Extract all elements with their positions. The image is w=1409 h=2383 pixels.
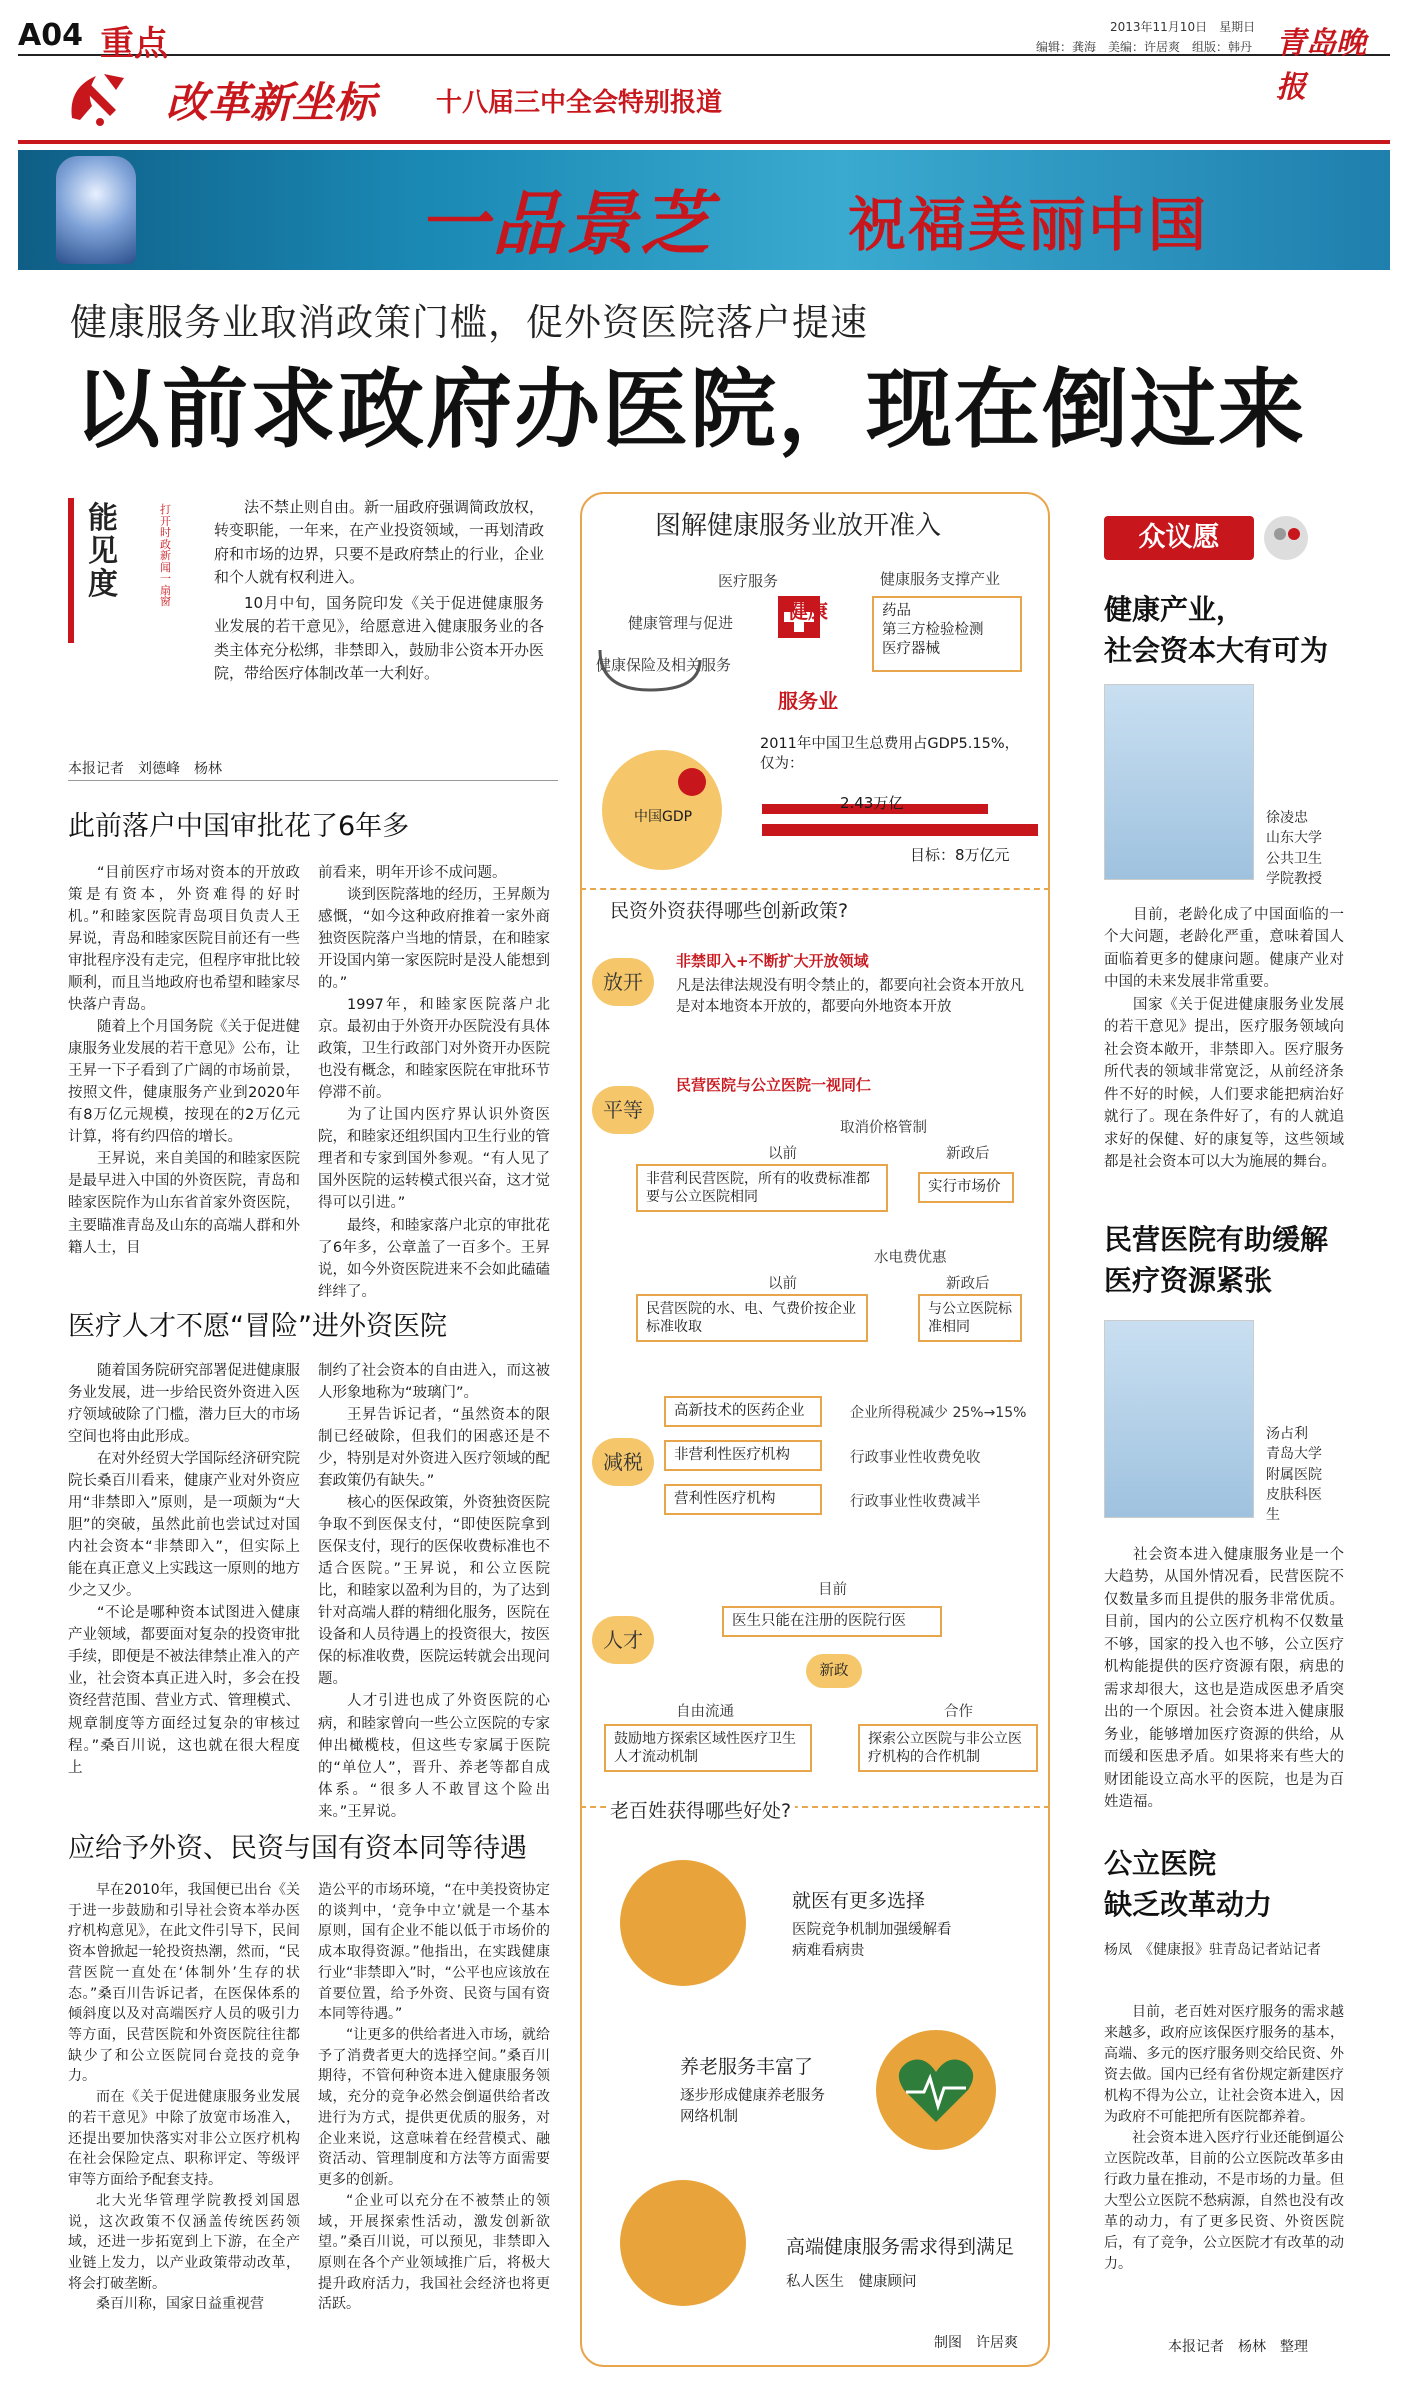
benefit-question: 老百姓获得哪些好处? — [606, 1796, 795, 1823]
policy-tag: 非禁即入+不断扩大开放领域 — [676, 952, 869, 970]
new-policy-badge: 新政 — [806, 1654, 862, 1688]
divider — [580, 888, 1050, 890]
banner-title: 改革新坐标 — [166, 78, 377, 127]
issue-date: 2013年11月10日 星期日 — [1110, 20, 1256, 34]
paragraph: 王昇说，来自美国的和睦家医院是最早进入中国的外资医院，青岛和睦家医院作为山东省首家外资医院，主要瞄准青岛及山东的高端人群和外籍人士，目 — [68, 1151, 300, 1256]
article-column — [318, 1360, 550, 1823]
section-heading: 此前落户中国审批花了6年多 — [68, 811, 410, 842]
policy-label: 平等 — [592, 1086, 654, 1134]
policy-tax-badge — [592, 1438, 656, 1486]
lead-paragraph: 10月中旬，国务院印发《关于促进健康服务业发展的若干意见》，给愿意进入健康服务业的各类主体充分松绑，非禁即入，鼓励非公资本开办医院，带给医疗体制改革一大利好。 — [214, 594, 545, 682]
paragraph: 随着国务院研究部署促进健康服务业发展，进一步给民资外资进入医疗领域破除了门槛，潜力巨大的市场空间也将由此形成。 — [68, 1363, 300, 1446]
center-tag: 健康 服务业 — [778, 599, 838, 713]
article-headline: 以前求政府办医院，现在倒过来 — [74, 360, 1306, 460]
industry-item: 健康管理与促进 — [628, 614, 734, 632]
gdp-label: 中国GDP — [634, 809, 693, 825]
policy-label: 减税 — [592, 1438, 654, 1486]
paragraph: “目前医疗市场对资本的开放政策是有资本，外资难得的好时机。”和睦家医院青岛项目负责人王昇说，青岛和睦家医院目前还有一些审批程序没有走完，但程序审批比较顺利，而且当地政府也希望和睦家尽快落户青岛。 — [68, 865, 300, 1014]
subtopic-heading: 水电费优惠 — [874, 1250, 947, 1266]
target-bar — [762, 824, 1038, 836]
paragraph: “不论是哪种资本试图进入健康产业领域，都要面对复杂的投资审批手续，即便是不被法律禁止准入的产业，社会资本真正进入时，多会在投资经营范围、营业方式、管理模式、规章制度等方面经过复杂的审核过程。”桑百川说，这也就在很大程度上 — [68, 1605, 300, 1776]
article-column — [68, 1360, 300, 1779]
support-box — [872, 596, 1022, 672]
stethoscope-icon — [590, 640, 720, 700]
tax-benefit: 行政事业性收费减半 — [850, 1494, 981, 1510]
divider — [68, 780, 558, 781]
policy-label: 人才 — [592, 1616, 654, 1664]
infographic-title: 图解健康服务业放开准入 — [655, 511, 942, 541]
tax-benefit: 企业所得税减少 25%→15% — [850, 1405, 1027, 1421]
paragraph: 人才引进也成了外资医院的心病，和睦家曾向一些公立医院的专家伸出橄榄枝，但这些专家属于医院的“单位人”，晋升、养老等都自成体系。“很多人不敢冒这个险出来。”王昇说。 — [318, 1693, 550, 1820]
policy-open-badge — [592, 958, 656, 1006]
article-byline: 本报记者 刘德峰 杨林 — [68, 761, 222, 777]
free-box: 鼓励地方探索区域性医疗卫生人才流动机制 — [604, 1724, 812, 1772]
column-slogan: 打开时政新闻一扇窗 — [160, 503, 171, 609]
advertisement-banner — [18, 150, 1390, 270]
doctor-icon — [620, 1860, 746, 1986]
opinion-text — [1104, 904, 1344, 1174]
industry-item: 医疗服务 — [718, 572, 779, 590]
coop-label: 合作 — [944, 1704, 973, 1720]
paragraph: 为了让国内医疗界认识外资医院，和睦家还组织国内卫生行业的管理者和专家到国外参观。“有人见了国外医院的运转模式很兴奋，这才觉得可以引进。” — [318, 1107, 550, 1212]
paragraph: 在对外经贸大学国际经济研究院院长桑百川看来，健康产业对外资应用“非禁即入”原则，是一项颇为“大胆”的突破，虽然此前也尝试过对国内社会资本“非禁即入”，但实际上能在真正意义上实践这一原则的地方少之又少。 — [68, 1451, 300, 1600]
subtopic-heading: 取消价格管制 — [840, 1120, 927, 1136]
spending-title: 2011年中国卫生总费用占GDP5.15%，仅为： — [760, 736, 1020, 773]
newspaper-logo: 青岛晚报 — [1276, 26, 1366, 105]
opinion-title: 健康产业， 社会资本大有可为 — [1104, 593, 1329, 667]
opinion-text — [1104, 2002, 1344, 2275]
article-column — [68, 1880, 300, 2315]
paragraph: 1997年，和睦家医院落户北京。最初由于外资开办医院没有具体政策，卫生行政部门对外资开办医院也没有概念，和睦家医院在审批环节停滞不前。 — [318, 997, 550, 1102]
benefit-text: 医院竞争机制加强缓解看病难看病贵 — [792, 1922, 952, 1960]
heart-icon — [876, 2030, 996, 2150]
ad-brand: 一品景芝 — [418, 182, 714, 265]
tax-entity: 非营利性医疗机构 — [664, 1440, 822, 1471]
target-label: 目标：8万亿元 — [910, 846, 1010, 864]
opinion-title: 公立医院 缺乏改革动力 — [1104, 1847, 1273, 1921]
section-name: 重点 — [100, 24, 168, 64]
before-label: 以前 — [768, 1146, 797, 1162]
policy-equal-badge — [592, 1086, 656, 1134]
after-box: 与公立医院标准相同 — [918, 1294, 1022, 1342]
column-logo — [68, 498, 218, 643]
support-title: 健康服务支撑产业 — [880, 570, 1001, 588]
paragraph: 社会资本进入健康服务业是一个大趋势，从国外情况看，民营医院不仅数量多而且提供的服务非常优质。目前，国内的公立医疗机构不仅数量不够，国家的投入也不够，公立医疗机构能提供的医疗资源有限，病患的需求却很大，这也是造成医患矛盾突出的一个原因。社会资本进入健康服务业，能够增加医疗资源的供给，从而缓和医患矛盾。如果将来有些大的财团能设立高水平的医院，也是为百姓造福。 — [1104, 1547, 1344, 1811]
banner-subtitle: 十八届三中全会特别报道 — [436, 88, 723, 118]
opinion-title: 民营医院有助缓解 医疗资源紧张 — [1104, 1223, 1329, 1297]
opinion-badge: 众议愿 — [1104, 516, 1254, 560]
benefit-text: 逐步形成健康养老服务网络机制 — [680, 2088, 825, 2126]
article-column — [318, 1880, 550, 2315]
lead-paragraph: 法不禁止则自由。新一届政府强调简政放权，转变职能，一年来，在产业投资领域，一再划清政府和市场的边界，只要不是政府禁止的行业，企业和个人就有权利进入。 — [214, 498, 545, 586]
page-number: A04 — [18, 18, 83, 53]
before-label: 以前 — [768, 1276, 797, 1292]
after-label: 新政后 — [946, 1276, 990, 1292]
section-heading: 应给予外资、民资与国有资本同等待遇 — [68, 1833, 527, 1864]
tax-benefit: 行政事业性收费免收 — [850, 1450, 981, 1466]
paragraph: 早在2010年，我国便已出台《关于进一步鼓励和引导社会资本举办医疗机构意见》，在此文件引导下，民间资本曾掀起一轮投资热潮，然而，“民营医院一直处在‘体制外’生存的状态。”桑百川告诉记者，在医保体系的倾斜度以及对高端医疗人员的吸引力等方面，民营医院和外资医院往往都缺少了和公立医院同台竞技的竞争力。 — [68, 1882, 300, 2085]
free-label: 自由流通 — [676, 1704, 734, 1720]
before-box: 民营医院的水、电、气费价按企业标准收取 — [636, 1294, 868, 1342]
paragraph: 目前，老百姓对医疗服务的需求越来越多，政府应该保医疗服务的基本，高端、多元的医疗服务则交给民资、外资去做。国内已经有省份规定新建医疗机构不得为公立，让社会资本进入，因为政府不可能把所有医院都养着。 — [1104, 2004, 1344, 2125]
paragraph: 北大光华管理学院教授刘国恩说，这次政策不仅涵盖传统医药领域，还进一步拓宽到上下游，在全产业链上发力，以产业政策带动改革，将会打破垄断。 — [68, 2192, 300, 2292]
paragraph: 前看来，明年开诊不成问题。 — [318, 865, 507, 881]
tax-entity: 高新技术的医药企业 — [664, 1396, 822, 1427]
paragraph: 制约了社会资本的自由进入，而这被人形象地称为“玻璃门”。 — [318, 1363, 550, 1402]
editor-credits: 编辑：龚海 美编：许居爽 组版：韩丹 — [1036, 40, 1253, 54]
after-box: 实行市场价 — [918, 1172, 1014, 1203]
policy-tag: 民营医院与公立医院一视同仁 — [676, 1076, 872, 1094]
policy-talent-badge — [592, 1616, 656, 1664]
after-label: 新政后 — [946, 1146, 990, 1162]
support-item: 药品 — [882, 603, 911, 619]
paragraph: “让更多的供给者进入市场，就给予了消费者更大的选择空间。”桑百川期待，不管何种资本进入健康服务领域，充分的竞争必然会倒逼供给者改进行为方式，提供更优质的服务，对企业来说，这意味着在经营模式、融资活动、管理制度和方法等方面需要更多的创新。 — [318, 2027, 550, 2189]
article-column — [318, 862, 550, 1303]
industry-item: 健康保险及相关服务 — [596, 656, 732, 674]
now-box: 医生只能在注册的医院行医 — [722, 1606, 942, 1637]
benefit-title: 就医有更多选择 — [792, 1890, 926, 1912]
now-label: 目前 — [818, 1582, 847, 1598]
portrait-photo — [1104, 684, 1254, 880]
benefit-title: 高端健康服务需求得到满足 — [786, 2236, 1015, 2258]
paragraph: 社会资本进入医疗行业还能倒逼公立医院改革，目前的公立医院改革多由行政力量在推动，不是市场的力量。但大型公立医院不愁病源，自然也没有改革的动力，有了更多民资、外资医院后，有了竞争，公立医院才有改革的动力。 — [1104, 2130, 1344, 2272]
article-lead — [214, 496, 544, 688]
paragraph: 国家《关于促进健康服务业发展的若干意见》提出，医疗服务领域向社会资本敞开，非禁即入。医疗服务所代表的领域非常宽泛，从前经济条件不好的时候，人们要求能把病治好就行了。现在条件好了，有的人就追求好的保健、好的康复等，这些领域都是社会资本可以大为施展的舞台。 — [1104, 996, 1344, 1171]
special-report-banner — [18, 60, 1390, 144]
coop-box: 探索公立医院与非公立医疗机构的合作机制 — [858, 1724, 1038, 1772]
expert-caption: 汤占利 青岛大学 附属医院 皮肤科医 生 — [1266, 1426, 1322, 1524]
before-box: 非营利民营医院，所有的收费标准都要与公立医院相同 — [636, 1164, 888, 1212]
graphic-credit: 制图 许居爽 — [934, 2335, 1018, 2351]
paragraph: 核心的医保政策，外资独资医院争取不到医保支付，“即使医院拿到医保支付，现行的医保收费标准也不适合医院。”王昇说，和公立医院比，和睦家以盈利为目的，为了达到针对高端人群的精细化服务，医院在设备和人员待遇上的投资很大，按医保的标准收费，医院运转就会出现问题。 — [318, 1495, 550, 1688]
section-heading: 医疗人才不愿“冒险”进外资医院 — [68, 1311, 447, 1342]
policy-label: 放开 — [592, 958, 654, 1006]
policy-question: 民资外资获得哪些创新政策? — [606, 896, 852, 923]
liquor-bottle-image — [56, 156, 136, 264]
policy-text: 凡是法律法规没有明令禁止的，都要向社会资本开放凡是对本地资本开放的，都要向外地资本开放 — [676, 978, 1024, 1016]
spending-value: 2.43万亿 — [840, 794, 904, 812]
support-item: 第三方检验检测 — [882, 621, 984, 638]
party-emblem-icon — [58, 68, 142, 132]
compiler-credit: 本报记者 杨林 整理 — [1168, 2339, 1308, 2355]
massage-icon — [620, 2180, 746, 2306]
article-subhead: 健康服务业取消政策门槛，促外资医院落户提速 — [70, 301, 868, 344]
heart-rate-icon — [876, 2030, 996, 2150]
spending-share — [678, 768, 706, 796]
paragraph: 最终，和睦家落户北京的审批花了6年多，公章盖了一百多个。王昇说，如今外资医院进来不会如此磕磕绊绊了。 — [318, 1217, 550, 1300]
paragraph: 随着上个月国务院《关于促进健康服务业发展的若干意见》公布，让王昇一下子看到了广阔的市场前景，按照文件，健康服务产业到2020年有8万亿元规模，按现在的2万亿元计算，将有约四倍的增长。 — [68, 1019, 300, 1146]
paragraph: 而在《关于促进健康服务业发展的若干意见》中除了放宽市场准入，还提出要加快落实对非公立医疗机构在社会保险定点、职称评定、等级评审等方面给予配套支持。 — [68, 2089, 300, 2189]
support-item: 医疗器械 — [882, 640, 940, 657]
ad-slogan: 祝福美丽中国 — [848, 191, 1209, 259]
paragraph: 桑百川称，国家日益重视营 — [96, 2296, 264, 2313]
paragraph: 造公平的市场环境，“在中美投资协定的谈判中，‘竞争中立’就是一个基本原则，国有企业不能以低于市场价的成本取得资源。”他指出，在实践健康行业“非禁即入”时，“公平也应该放在首要位置，给予外资、民资与国有资本同等待遇。” — [318, 1882, 550, 2023]
paragraph: 王昇告诉记者，“虽然资本的限制已经破除，但我们的困惑还是不少，特别是对外资进入医疗领域的配套政策仍有缺失。” — [318, 1407, 550, 1490]
opinion-text — [1104, 1544, 1344, 1814]
expert-caption: 徐凌忠 山东大学 公共卫生 学院教授 — [1266, 810, 1322, 887]
speech-bubble-icon — [1258, 510, 1316, 564]
reporter-caption: 杨凤 《健康报》驻青岛记者站记者 — [1104, 1942, 1321, 1958]
article-column — [68, 862, 300, 1259]
paragraph: 目前，老龄化成了中国面临的一个大问题，老龄化严重，意味着国人面临着更多的健康问题。健康产业对中国的未来发展非常重要。 — [1104, 907, 1344, 991]
paragraph: “企业可以充分在不被禁止的领域，开展探索性活动，激发创新欲望。”桑百川说，可以预见，非禁即入原则在各个产业领域推广后，将极大提升政府活力，我国社会经济也将更活跃。 — [318, 2192, 550, 2313]
benefit-text: 私人医生 健康顾问 — [786, 2274, 917, 2290]
benefit-title: 养老服务丰富了 — [680, 2056, 814, 2078]
tax-entity: 营利性医疗机构 — [664, 1484, 822, 1515]
portrait-photo — [1104, 1320, 1254, 1518]
column-title: 能见度 — [88, 501, 118, 602]
banner-rule — [18, 140, 1390, 144]
paragraph: 谈到医院落地的经历，王昇颇为感慨，“如今这种政府推着一家外商独资医院落户当地的情景，在和睦家开设国内第一家医院时是没人能想到的。” — [318, 887, 550, 992]
